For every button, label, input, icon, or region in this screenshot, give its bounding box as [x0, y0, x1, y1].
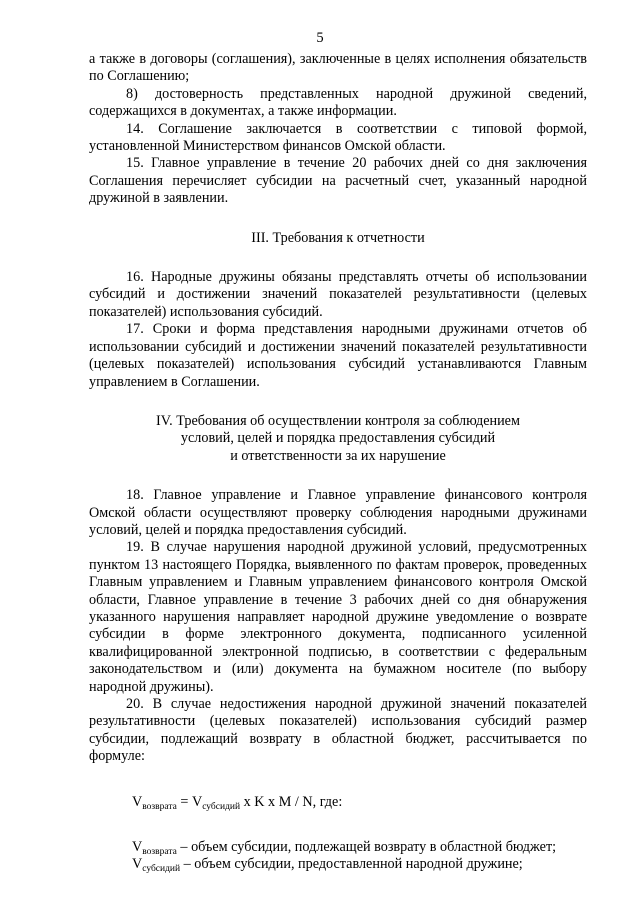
page-number: 5 [316, 30, 324, 46]
definition-v-return: $V_{возврата}$ – объем субсидии, подлежащей возврату в областной бюджет; [132, 839, 557, 858]
section-4-title [89, 413, 587, 465]
definition-v-subsidy: $V_{субсидий}$ – объем субсидии, предоставленной народной дружине; [132, 856, 523, 875]
paragraph-14: 14. Соглашение заключается в соответствии с типовой формой, установленной Министерством финансов Омской области. [89, 120, 587, 155]
paragraph-16: 16. Народные дружины обязаны представлять отчеты об использовании субсидий и достижении значений показателей результативности (целевых показателей) использования субсидий. [89, 269, 587, 320]
section-4-title-line-1: IV. Требования об осуществлении контроля за соблюдением [156, 412, 520, 429]
section-4-title-line-3: и ответственности за их нарушение [230, 447, 446, 464]
paragraph-17: 17. Сроки и форма представления народными дружинами отчетов об использовании субсидий и достижении значений показателей результативности (целевых показателей) использования субсидий устанавливаются Главным управлением в Соглашении. [89, 321, 587, 390]
paragraph-8: 8) достоверность представленных народной дружиной сведений, содержащихся в документах, а также информации. [89, 85, 587, 120]
paragraph-15: 15. Главное управление в течение 20 рабочих дней со дня заключения Соглашения перечисляет субсидии на расчетный счет, указанный народной дружиной в заявлении. [89, 155, 587, 207]
section-3-title: III. Требования к отчетности [251, 229, 425, 246]
document-body [89, 51, 587, 874]
paragraph-18: 18. Главное управление и Главное управление финансового контроля Омской области осуществляют проверку соблюдения народными дружинами условий, целей и порядка предоставления субсидий. [89, 487, 587, 538]
section-4-title-line-2: условий, целей и порядка предоставления субсидий [180, 430, 496, 447]
paragraph-continuation: а также в договоры (соглашения), заключенные в целях исполнения обязательств по Соглашению; [89, 51, 587, 85]
formula: $V_{возврата} = V_{субсидий}$ x K x M / N, где: [132, 793, 343, 812]
paragraph-20: 20. В случае недостижения народной дружиной значений показателей результативности (целевых показателей) использования субсидий размер субсидии, подлежащий возврату в областной бюджет, рассчитывается по формуле: [89, 696, 587, 765]
paragraph-19: 19. В случае нарушения народной дружиной условий, предусмотренных пунктом 13 настоящего Порядка, выявленного по фактам проверок, проведенных Главным управлением и Главным управлением финансового контроля Омской области, Главное управление в течение 3 рабочих дней со дня обнаружения указанного нарушения направляет народной дружине уведомление о возврате субсидии в форме электронного документа, подписанного усиленной квалифицированной электронной подписью, в соответствии с федеральным законодательством и (или) документа на бумажном носителе (по выбору народной дружины). [89, 539, 587, 695]
